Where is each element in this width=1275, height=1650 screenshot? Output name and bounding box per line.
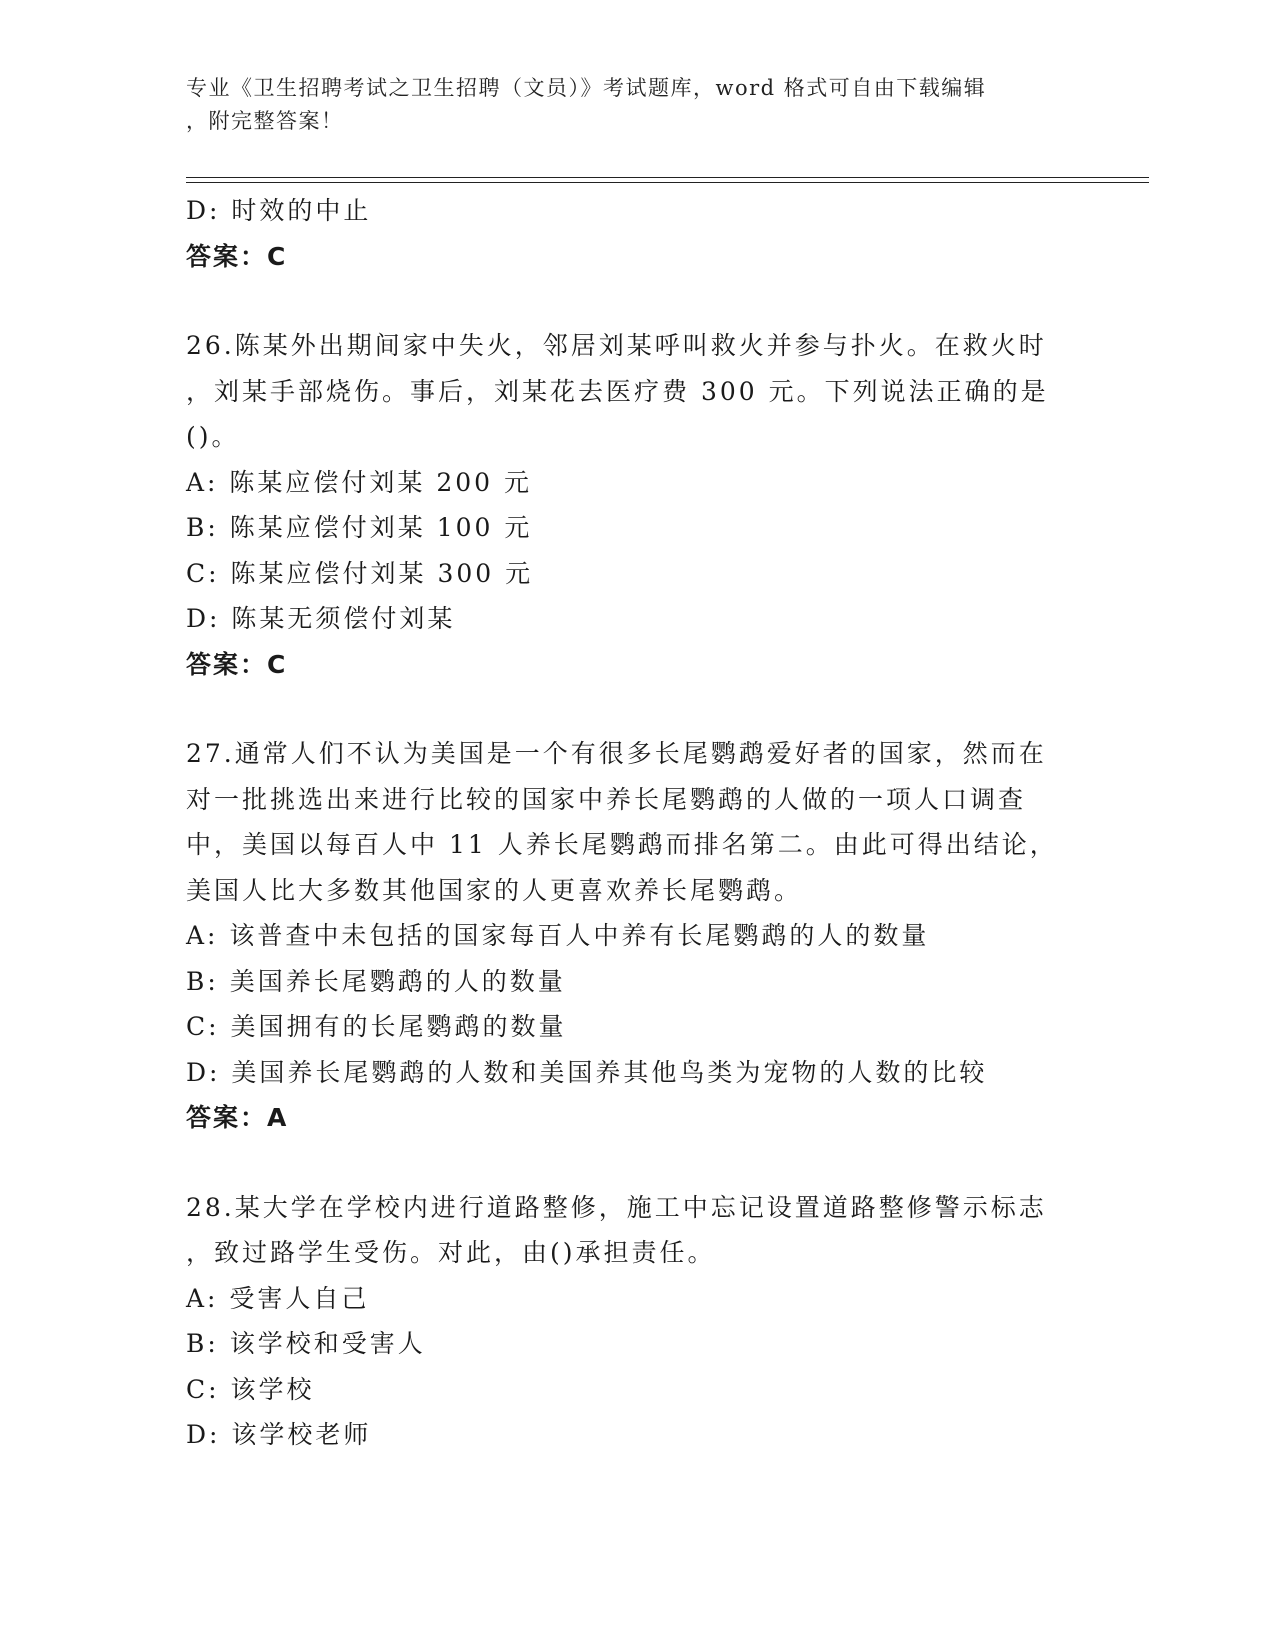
- option-d: D: 美国养长尾鹦鹉的人数和美国养其他鸟类为宠物的人数的比较: [186, 1057, 988, 1087]
- option-d: D: 时效的中止: [186, 196, 372, 225]
- question-stem: [186, 731, 1076, 913]
- stem-line: 26.陈某外出期间家中失火，邻居刘某呼叫救火并参与扑火。在救火时: [186, 331, 1047, 360]
- header-rule: [186, 182, 1149, 183]
- question-26: [186, 323, 1076, 687]
- option-d: D: 陈某无须偿付刘某: [186, 604, 456, 633]
- option-b: B: 陈某应偿付刘某 100 元: [186, 513, 533, 542]
- answer: 答案：C: [186, 241, 288, 271]
- stem-line: ()。: [186, 422, 240, 451]
- question-28: [186, 1185, 1076, 1458]
- option-b: B: 美国养长尾鹦鹉的人的数量: [186, 966, 566, 996]
- spacer: [186, 1141, 1076, 1185]
- stem-line: 27.通常人们不认为美国是一个有很多长尾鹦鹉爱好者的国家，然而在: [186, 739, 1047, 768]
- header-rule: [186, 177, 1149, 178]
- option-c: C: 该学校: [186, 1374, 315, 1404]
- stem-line: 美国人比大多数其他国家的人更喜欢养长尾鹦鹉。: [186, 875, 803, 905]
- stem-line: ，致过路学生受伤。对此，由()承担责任。: [186, 1238, 716, 1267]
- option-c: C: 陈某应偿付刘某 300 元: [186, 558, 534, 588]
- question-27: [186, 731, 1076, 1141]
- document-body: [186, 188, 1076, 1458]
- option-b: B: 该学校和受害人: [186, 1329, 426, 1358]
- answer: 答案：A: [186, 1103, 289, 1132]
- stem-line: ，刘某手部烧伤。事后，刘某花去医疗费 300 元。下列说法正确的是: [186, 376, 1049, 406]
- stem-line: 28.某大学在学校内进行道路整修，施工中忘记设置道路整修警示标志: [186, 1192, 1047, 1222]
- answer: 答案：C: [186, 649, 288, 679]
- stem-line: 中，美国以每百人中 11 人养长尾鹦鹉而排名第二。由此可得出结论，: [186, 830, 1058, 859]
- question-stem: [186, 1185, 1076, 1276]
- option-a: A: 受害人自己: [186, 1283, 370, 1313]
- option-d: D: 该学校老师: [186, 1420, 372, 1449]
- spacer: [186, 279, 1076, 323]
- option-c: C: 美国拥有的长尾鹦鹉的数量: [186, 1012, 567, 1041]
- stem-line: 对一批挑选出来进行比较的国家中养长尾鹦鹉的人做的一项人口调查: [186, 784, 1027, 814]
- option-a: A: 该普查中未包括的国家每百人中养有长尾鹦鹉的人的数量: [186, 921, 930, 950]
- page-header: [186, 72, 1076, 138]
- header-line-1: 专业《卫生招聘考试之卫生招聘（文员）》考试题库，word 格式可自由下载编辑: [186, 76, 987, 100]
- question-stem: [186, 323, 1076, 460]
- spacer: [186, 687, 1076, 731]
- option-a: A: 陈某应偿付刘某 200 元: [186, 467, 533, 497]
- header-line-2: ，附完整答案！: [186, 109, 344, 133]
